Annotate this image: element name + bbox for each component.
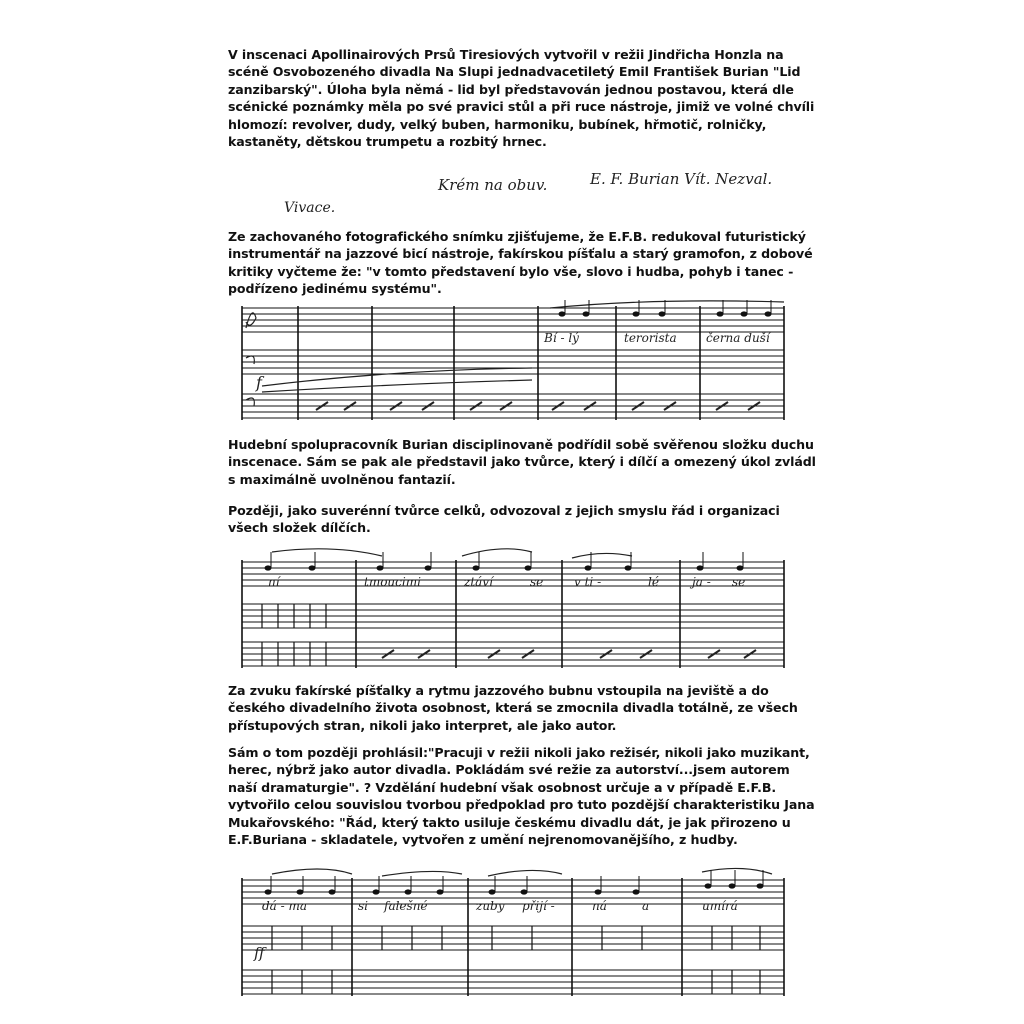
score-2-svg xyxy=(232,546,788,670)
score-lyric: přijí - xyxy=(522,899,555,913)
paragraph-1 xyxy=(228,46,815,150)
text-line: scénické poznámky měla po své pravici stůl a při ruce nástroje, jimiž ve volné chvíli xyxy=(228,99,815,115)
manuscript-tempo: Vivace. xyxy=(284,200,336,216)
text-line: instrumentář na jazzové bicí nástroje, fakírskou píšťalu a starý gramofon, z dobové xyxy=(228,246,813,262)
text-line: všech složek dílčích. xyxy=(228,520,371,536)
score-lyric: se xyxy=(732,575,746,589)
score-lyric: a xyxy=(642,899,650,913)
text-line: V inscenaci Apollinairových Prsů Tiresiových vytvořil v režii Jindřicha Honzla na xyxy=(228,47,784,62)
paragraph-4 xyxy=(228,502,786,537)
score-lyric: ja - xyxy=(692,575,711,589)
text-line: naší dramaturgie". ? Vzdělání hudební však osobnost určuje a v případě E.F.B. xyxy=(228,779,777,795)
score-lyric: dá - ma xyxy=(262,899,308,913)
text-line: scéně Osvobozeného divadla Na Slupi jednadvacetiletý Emil František Burian "Lid xyxy=(228,64,801,80)
text-line: hlomozí: revolver, dudy, velký buben, harmoniku, bubínek, hřmotič, rolničky, xyxy=(228,116,767,132)
text-line: kritiky vyčteme že: "v tomto představení bylo vše, slovo i hudba, pohyb i tanec - xyxy=(228,263,794,279)
text-line: Mukařovského: "Řád, který takto usiluje českému divadlu dát, je jak přirozeno u xyxy=(228,814,791,830)
music-score-3 xyxy=(232,866,788,1000)
paragraph-5 xyxy=(228,682,798,734)
text-line: přístupových stran, nikoli jako interpret, ale jako autor. xyxy=(228,717,617,733)
score-lyric: umírá xyxy=(702,899,738,913)
music-score-1 xyxy=(232,300,788,426)
text-line: českého divadelního života osobnost, která se zmocnila divadla totálně, ze všech xyxy=(228,700,798,716)
text-line: inscenace. Sám se pak ale představil jako tvůrce, který i dílčí a omezený úkol zvládl xyxy=(228,454,816,470)
text-line: kastaněty, dětskou trumpetu a rozbitý hrnec. xyxy=(228,134,547,150)
score-1-svg xyxy=(232,300,788,426)
score-lyric: falešné xyxy=(384,899,428,913)
music-score-2 xyxy=(232,546,788,670)
text-line: E.F.Buriana - skladatele, vytvořen z umění nejrenomovanějšího, z hudby. xyxy=(228,832,738,848)
score-dynamic: f xyxy=(256,373,262,392)
score-lyric: lé xyxy=(648,575,659,589)
score-lyric: terorista xyxy=(624,331,677,345)
score-lyric: ztáví xyxy=(464,575,493,589)
score-lyric: černa duší xyxy=(706,331,770,345)
score-lyric: tmoucimi xyxy=(364,575,421,589)
score-lyric: ná xyxy=(592,899,607,913)
text-line: Hudební spolupracovník Burian disciplinovaně podřídil sobě svěřenou složku duchu xyxy=(228,437,814,452)
score-3-svg xyxy=(232,866,788,1000)
paragraph-2 xyxy=(228,228,813,298)
text-line: herec, nýbrž jako autor divadla. Pokládám své režie za autorství...jsem autorem xyxy=(228,762,790,778)
score-lyric: Bí - lý xyxy=(544,331,579,345)
score-lyric: ní xyxy=(268,575,280,589)
score-lyric: si xyxy=(358,899,368,913)
text-line: s maximálně uvolněnou fantazií. xyxy=(228,471,456,487)
score-dynamic: ff xyxy=(254,944,265,962)
paragraph-6 xyxy=(228,744,815,848)
text-line: zanzibarský". Úloha byla němá - lid byl představován jednou postavou, která dle xyxy=(228,81,794,97)
manuscript-title: Krém na obuv. xyxy=(438,176,548,194)
score-lyric: v ti - xyxy=(574,575,602,589)
text-line: podřízeno jedinému systému". xyxy=(228,281,442,297)
text-line: Ze zachovaného fotografického snímku zjišťujeme, že E.F.B. redukoval futuristický xyxy=(228,229,806,244)
text-line: Sám o tom později prohlásil:"Pracuji v režii nikoli jako režisér, nikoli jako muzikant, xyxy=(228,745,810,760)
text-line: Za zvuku fakírské píšťalky a rytmu jazzového bubnu vstoupila na jeviště a do xyxy=(228,683,769,698)
score-lyric: zuby xyxy=(476,899,505,913)
text-line: vytvořilo celou souvislou tvorbou předpoklad pro tuto pozdější charakteristiku Jana xyxy=(228,797,815,813)
paragraph-3 xyxy=(228,436,816,488)
score-lyric: se xyxy=(530,575,544,589)
manuscript-authors: E. F. Burian Vít. Nezval. xyxy=(590,170,773,188)
text-line: Později, jako suverénní tvůrce celků, odvozoval z jejich smyslu řád i organizaci xyxy=(228,503,780,518)
